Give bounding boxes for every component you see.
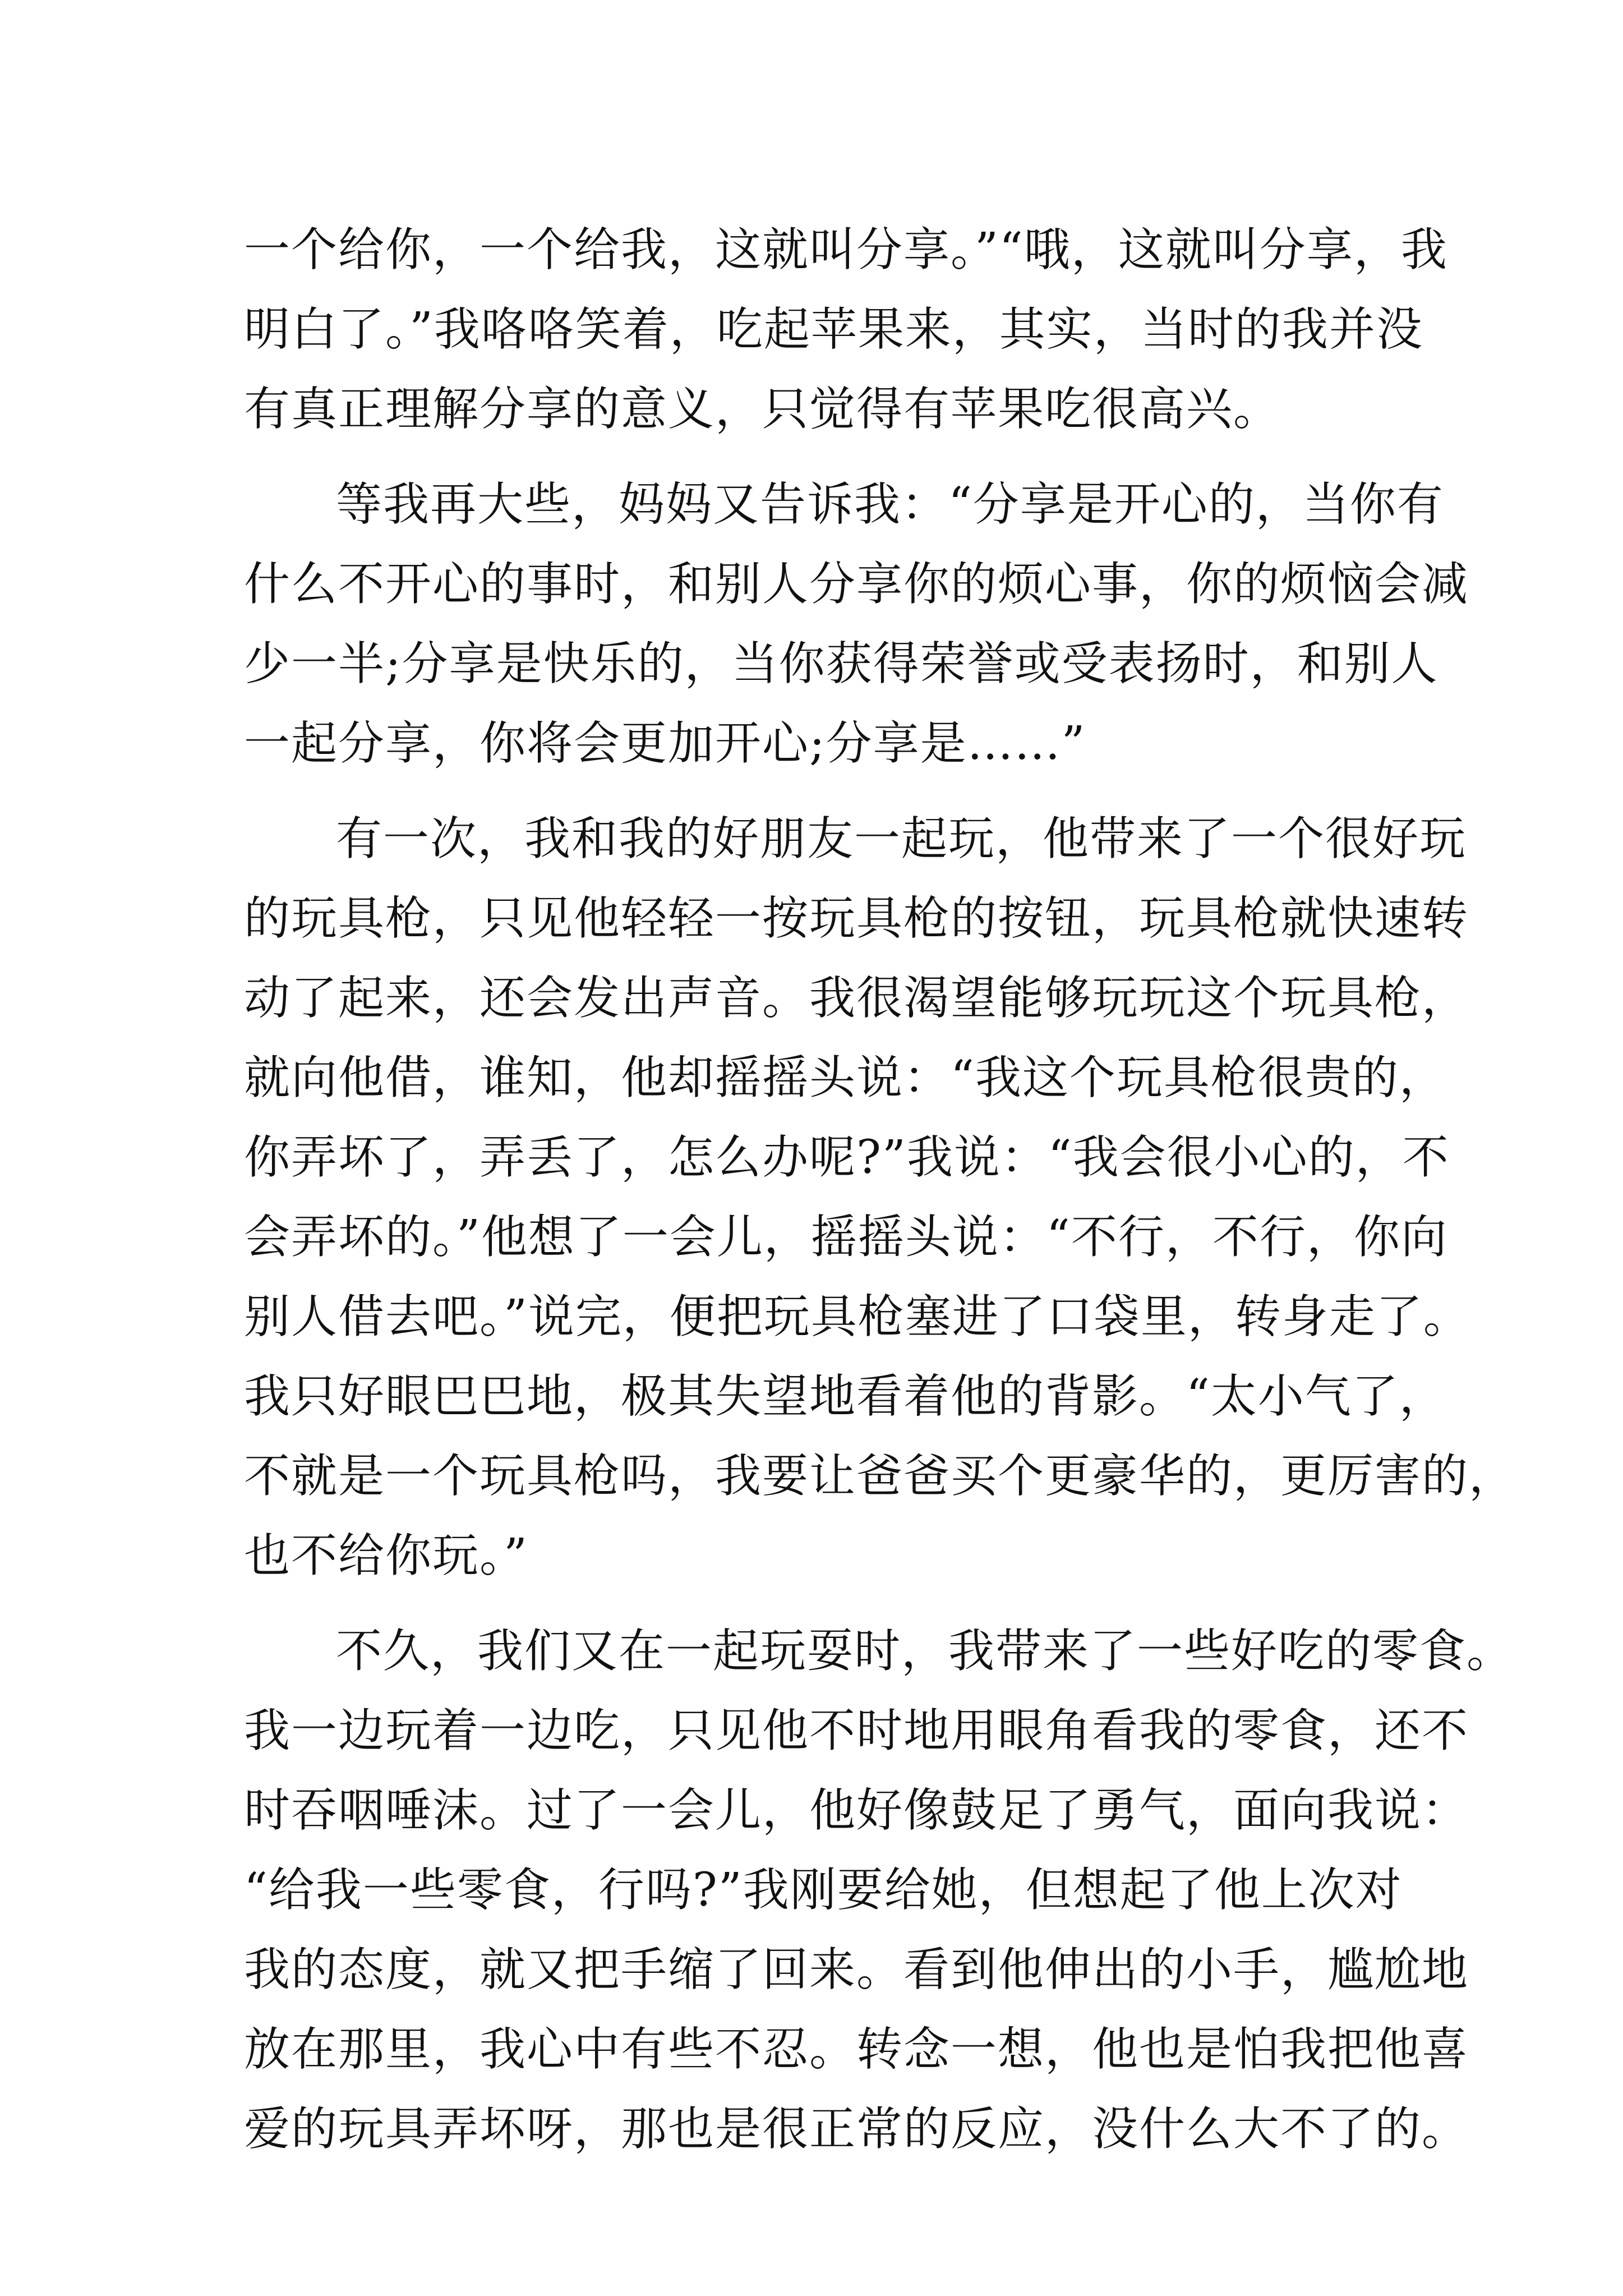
paragraph-gap: [244, 449, 1388, 465]
text-line: 有一次，我和我的好朋友一起玩，他带来了一个很好玩: [336, 812, 1467, 866]
text-line: 别人借去吧。”说完，便把玩具枪塞进了口袋里，转身走了。: [244, 1290, 1470, 1343]
text-line: 不久，我们又在一起玩耍时，我带来了一些好吃的零食。: [336, 1625, 1514, 1678]
text-line: 有真正理解分享的意义，只觉得有苹果吃很高兴。: [244, 383, 1281, 436]
text-line: 什么不开心的事时，和别人分享你的烦心事，你的烦恼会减: [244, 558, 1469, 611]
text-line: 爱的玩具弄坏呀，那也是很正常的反应，没什么大不了的。: [244, 2102, 1469, 2156]
text-line: 也不给你玩。”: [244, 1529, 528, 1582]
text-line: 的玩具枪，只见他轻轻一按玩具枪的按钮，玩具枪就快速转: [244, 892, 1469, 945]
text-line: 时吞咽唾沫。过了一会儿，他好像鼓足了勇气，面向我说：: [244, 1784, 1469, 1837]
text-line: 我一边玩着一边吃，只见他不时地用眼角看我的零食，还不: [244, 1704, 1469, 1757]
paragraph-gap: [244, 1596, 1388, 1612]
text-line: 放在那里，我心中有些不忍。转念一想，他也是怕我把他喜: [244, 2023, 1469, 2076]
text-line: 就向他借，谁知，他却摇摇头说：“我这个玩具枪很贵的，: [244, 1051, 1446, 1105]
text-line: 少一半;分享是快乐的，当你获得荣誉或受表扬时，和别人: [244, 637, 1438, 691]
text-line: 明白了。”我咯咯笑着，吃起苹果来，其实，当时的我并没: [244, 303, 1423, 356]
text-line: 你弄坏了，弄丢了，怎么办呢?”我说：“我会很小心的，不: [244, 1131, 1450, 1184]
text-line: 等我再大些，妈妈又告诉我：“分享是开心的，当你有: [336, 478, 1444, 531]
text-line: 我的态度，就又把手缩了回来。看到他伸出的小手，尴尬地: [244, 1943, 1469, 1996]
text-line: “给我一些零食，行吗?”我刚要给她，但想起了他上次对: [244, 1864, 1403, 1917]
text-line: 会弄坏的。”他想了一会儿，摇摇头说：“不行，不行，你向: [244, 1211, 1448, 1264]
text-line: 不就是一个玩具枪吗，我要让爸爸买个更豪华的，更厉害的，: [244, 1450, 1516, 1503]
paragraph-gap: [244, 784, 1388, 799]
text-line: 一起分享，你将会更加开心;分享是……”: [244, 717, 1086, 770]
body-text: [244, 210, 1516, 2169]
text-line: 一个给你，一个给我，这就叫分享。”“哦，这就叫分享，我: [244, 223, 1448, 277]
text-line: 动了起来，还会发出声音。我很渴望能够玩玩这个玩具枪，: [244, 972, 1469, 1025]
text-line: 我只好眼巴巴地，极其失望地看着他的背影。“太小气了，: [244, 1370, 1446, 1423]
